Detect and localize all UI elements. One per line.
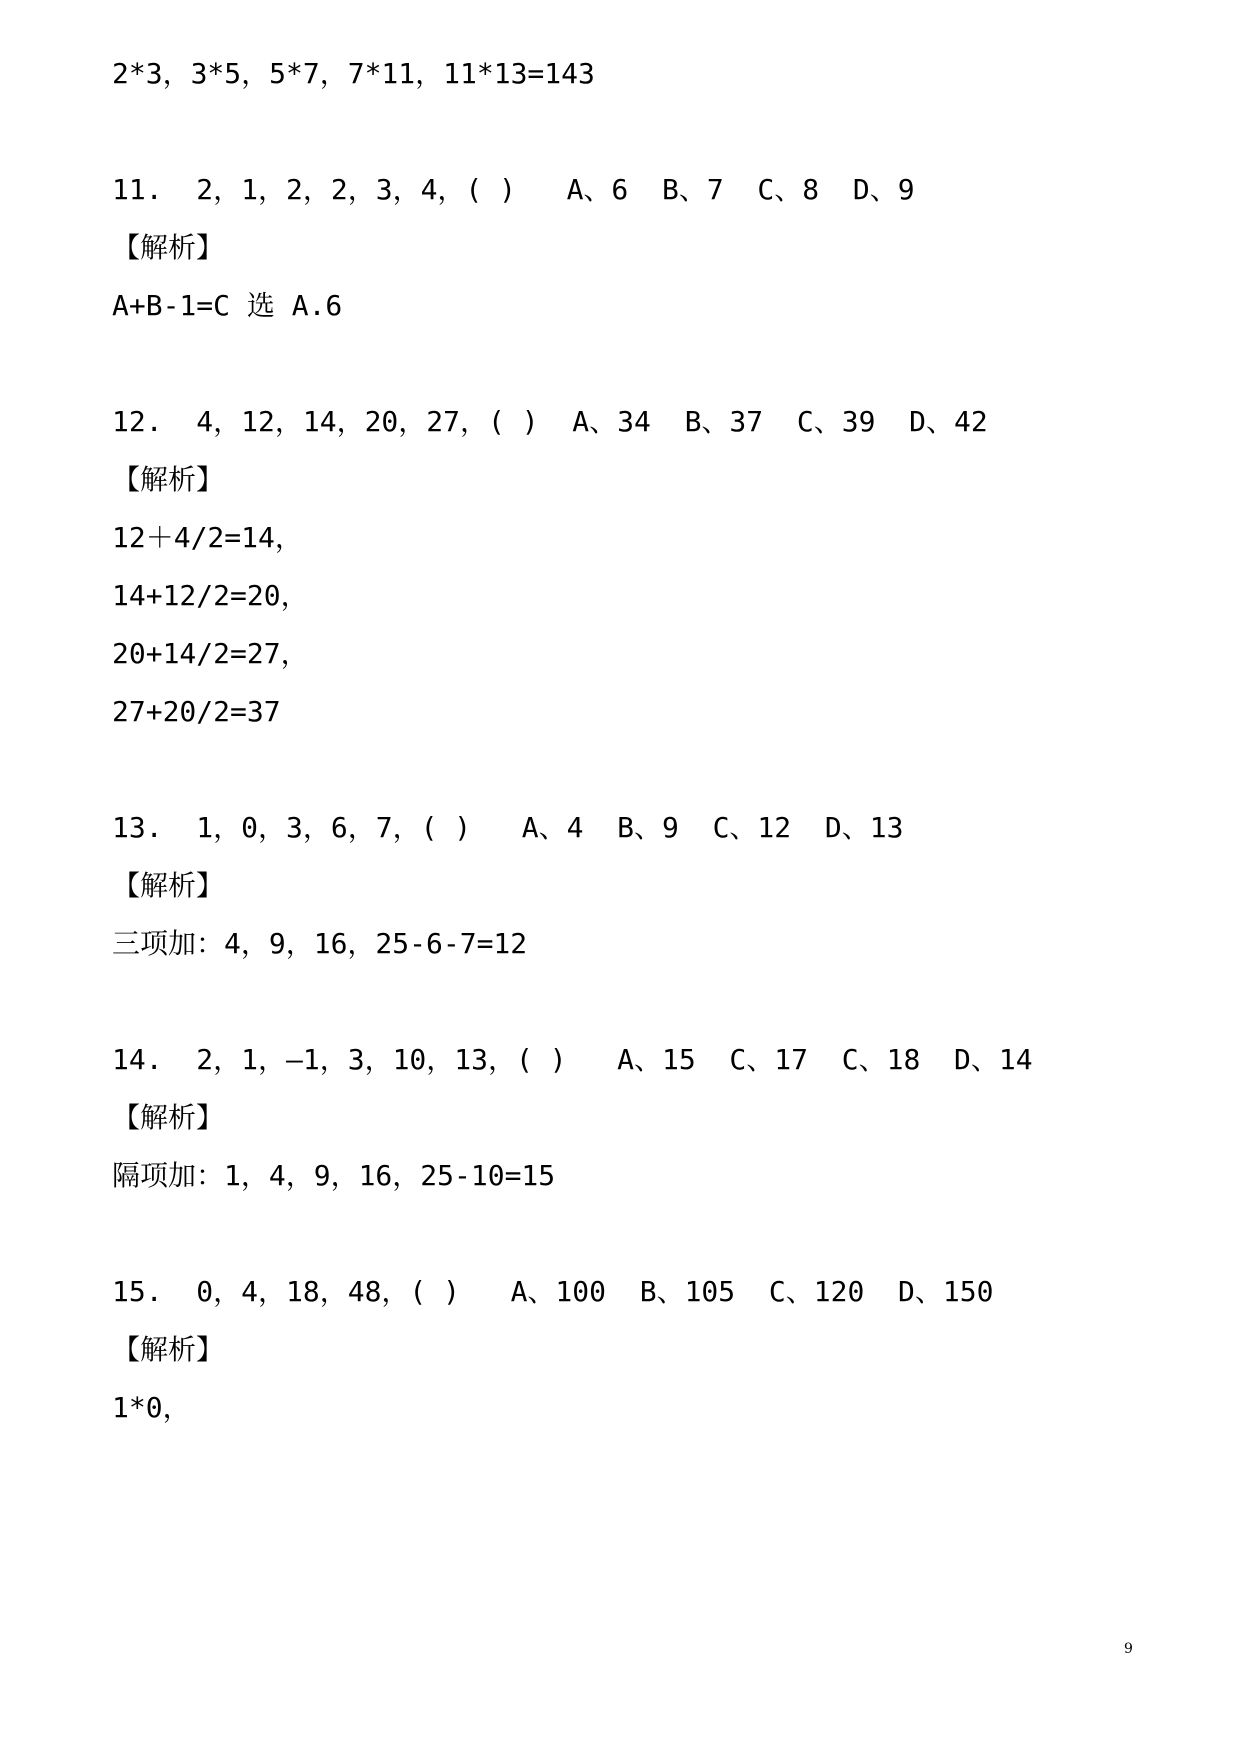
analysis-text-12-line-1: 12＋4/2=14， bbox=[112, 521, 303, 554]
analysis-heading-14: 【解析】 bbox=[112, 1101, 225, 1134]
analysis-text-12-line-4: 27+20/2=37 bbox=[112, 695, 281, 728]
question-11: 11. 2，1，2，2，3，4，( ) A、6 B、7 C、8 D、9 bbox=[112, 173, 915, 206]
analysis-heading-13: 【解析】 bbox=[112, 869, 225, 902]
question-13: 13. 1，0，3，6，7，( ) A、4 B、9 C、12 D、13 bbox=[112, 811, 904, 844]
page-number: 9 bbox=[1124, 1641, 1133, 1657]
analysis-heading-15: 【解析】 bbox=[112, 1333, 225, 1366]
analysis-text-12-line-2: 14+12/2=20， bbox=[112, 579, 309, 612]
analysis-text-13: 三项加：4，9，16，25-6-7=12 bbox=[112, 927, 528, 960]
text-line-solution-continued: 2*3，3*5，5*7，7*11，11*13=143 bbox=[112, 57, 595, 90]
analysis-heading-11: 【解析】 bbox=[112, 231, 225, 264]
question-14: 14. 2，1，—1，3，10，13，( ) A、15 C、17 C、18 D、14 bbox=[112, 1043, 1033, 1076]
analysis-text-11: A+B-1=C 选 A.6 bbox=[112, 289, 343, 322]
analysis-text-15: 1*0， bbox=[112, 1391, 191, 1424]
question-12: 12. 4，12，14，20，27，( ) A、34 B、37 C、39 D、42 bbox=[112, 405, 988, 438]
question-15: 15. 0，4，18，48，( ) A、100 B、105 C、120 D、150 bbox=[112, 1275, 994, 1308]
analysis-text-12-line-3: 20+14/2=27， bbox=[112, 637, 309, 670]
analysis-text-14: 隔项加：1，4，9，16，25-10=15 bbox=[112, 1159, 556, 1192]
analysis-heading-12: 【解析】 bbox=[112, 463, 225, 496]
